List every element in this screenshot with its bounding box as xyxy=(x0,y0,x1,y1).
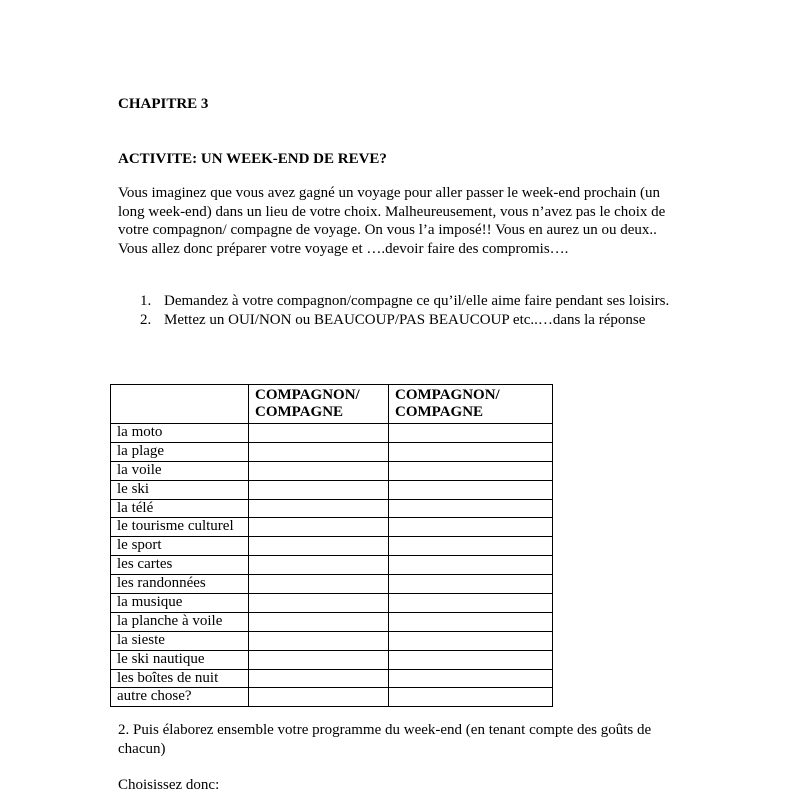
answer-cell-1[interactable] xyxy=(249,669,389,688)
instruction-item xyxy=(118,292,688,311)
chapter-title: CHAPITRE 3 xyxy=(118,96,209,112)
answer-cell-2[interactable] xyxy=(389,499,553,518)
instruction-item xyxy=(118,311,688,330)
answer-cell-1[interactable] xyxy=(249,688,389,707)
activity-label: autre chose? xyxy=(111,688,249,707)
table-row xyxy=(111,480,553,499)
answer-cell-1[interactable] xyxy=(249,556,389,575)
answer-cell-1[interactable] xyxy=(249,594,389,613)
answer-cell-1[interactable] xyxy=(249,650,389,669)
table-header-companion-1: COMPAGNON/ COMPAGNE xyxy=(249,385,389,424)
answer-cell-2[interactable] xyxy=(389,424,553,443)
activity-label: les cartes xyxy=(111,556,249,575)
activity-label: les boîtes de nuit xyxy=(111,669,249,688)
instruction-number: 1. xyxy=(140,293,152,309)
table-row xyxy=(111,518,553,537)
answer-cell-2[interactable] xyxy=(389,688,553,707)
activity-label: la moto xyxy=(111,424,249,443)
activity-label: la voile xyxy=(111,461,249,480)
activity-label: la sieste xyxy=(111,631,249,650)
activity-label: la plage xyxy=(111,442,249,461)
table-row xyxy=(111,575,553,594)
table-row xyxy=(111,612,553,631)
answer-cell-2[interactable] xyxy=(389,442,553,461)
answer-cell-1[interactable] xyxy=(249,480,389,499)
answer-cell-1[interactable] xyxy=(249,442,389,461)
answer-cell-2[interactable] xyxy=(389,650,553,669)
activity-label: le tourisme culturel xyxy=(111,518,249,537)
answer-cell-2[interactable] xyxy=(389,631,553,650)
answer-cell-1[interactable] xyxy=(249,537,389,556)
intro-paragraph: Vous imaginez que vous avez gagné un voyage pour aller passer le week-end prochain (un long week-end) dans un lieu de votre choix. Malheureusement, vous n’avez pas le choix de votre compagnon/ compagne de voyage. On vous l’a imposé!! Vous en aurez un ou deux.. xyxy=(118,185,666,239)
answer-cell-2[interactable] xyxy=(389,461,553,480)
answer-cell-1[interactable] xyxy=(249,499,389,518)
table-row xyxy=(111,594,553,613)
activity-label: le ski xyxy=(111,480,249,499)
table-header-row xyxy=(111,385,553,424)
answer-cell-2[interactable] xyxy=(389,537,553,556)
activity-label: le sport xyxy=(111,537,249,556)
table-row xyxy=(111,688,553,707)
answer-cell-2[interactable] xyxy=(389,594,553,613)
instruction-text: Demandez à votre compagnon/compagne ce qu’il/elle aime faire pendant ses loisirs. xyxy=(164,293,670,309)
answer-cell-1[interactable] xyxy=(249,518,389,537)
answer-cell-1[interactable] xyxy=(249,631,389,650)
answer-cell-1[interactable] xyxy=(249,461,389,480)
answer-cell-2[interactable] xyxy=(389,480,553,499)
step-two-text: 2. Puis élaborez ensemble votre programme du week-end (en tenant compte des goûts de chacun) xyxy=(118,722,652,757)
table-header-companion-2: COMPAGNON/ COMPAGNE xyxy=(389,385,553,424)
table-row xyxy=(111,499,553,518)
table-row xyxy=(111,650,553,669)
table-row xyxy=(111,669,553,688)
intro-text xyxy=(118,184,688,259)
activity-label: les randonnées xyxy=(111,575,249,594)
table-row xyxy=(111,537,553,556)
activity-label: la planche à voile xyxy=(111,612,249,631)
table-row xyxy=(111,556,553,575)
activity-label: le ski nautique xyxy=(111,650,249,669)
answer-cell-1[interactable] xyxy=(249,575,389,594)
instruction-number: 2. xyxy=(140,311,152,328)
table-row xyxy=(111,442,553,461)
table-row xyxy=(111,461,553,480)
answer-cell-1[interactable] xyxy=(249,612,389,631)
activity-title: ACTIVITE: UN WEEK-END DE REVE? xyxy=(118,151,387,167)
intro-line: Vous allez donc préparer votre voyage et ….devoir faire des compromis…. xyxy=(118,241,569,258)
answer-cell-2[interactable] xyxy=(389,669,553,688)
preferences-table xyxy=(110,384,553,707)
answer-cell-1[interactable] xyxy=(249,424,389,443)
instruction-list xyxy=(118,292,688,329)
answer-cell-2[interactable] xyxy=(389,518,553,537)
activity-label: la musique xyxy=(111,594,249,613)
table-row xyxy=(111,631,553,650)
answer-cell-2[interactable] xyxy=(389,575,553,594)
choose-text: Choisissez donc: xyxy=(118,777,220,793)
answer-cell-2[interactable] xyxy=(389,612,553,631)
answer-cell-2[interactable] xyxy=(389,556,553,575)
table-row xyxy=(111,424,553,443)
instruction-text: Mettez un OUI/NON ou BEAUCOUP/PAS BEAUCOUP etc..…dans la réponse xyxy=(164,311,646,328)
activity-label: la télé xyxy=(111,499,249,518)
table-header-empty xyxy=(111,385,249,424)
